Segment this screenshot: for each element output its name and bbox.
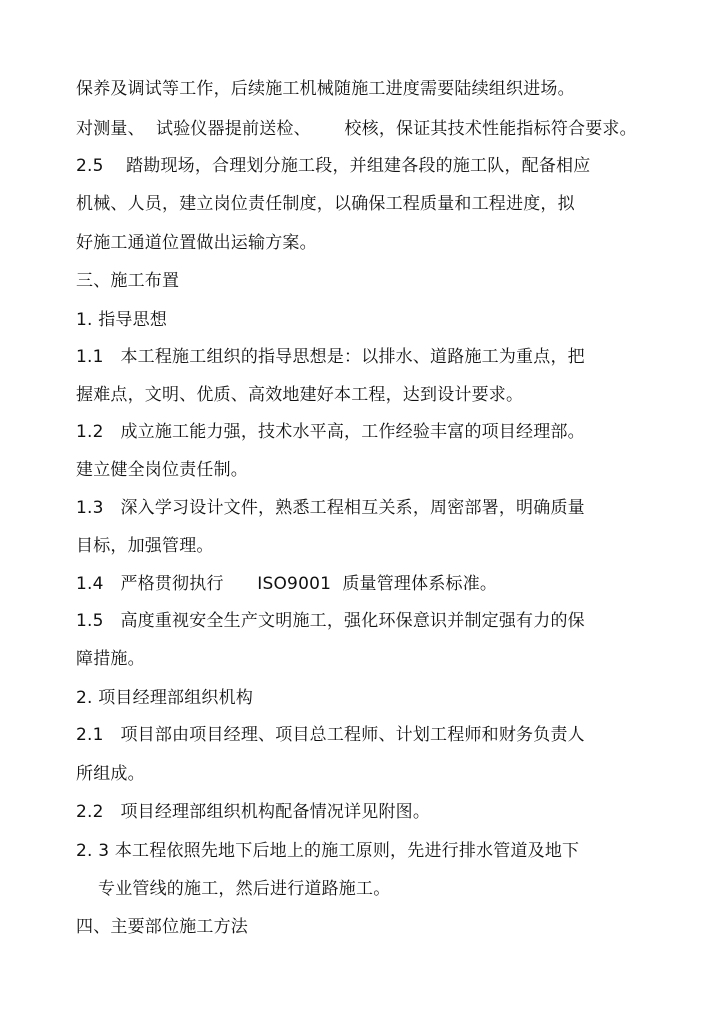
text-line-19: 所组成。 xyxy=(76,764,145,784)
text-line-16: 障措施。 xyxy=(76,649,145,669)
text-line-12: 1.3 深入学习设计文件，熟悉工程相互关系，周密部署，明确质量 xyxy=(76,498,585,518)
text-line-1: 保养及调试等工作，后续施工机械随施工进度需要陆续组织进场。 xyxy=(76,79,575,99)
text-line-3: 2.5 踏勘现场，合理划分施工段，并组建各段的施工队，配备相应 xyxy=(76,156,591,176)
text-line-5: 好施工通道位置做出运输方案。 xyxy=(76,233,317,253)
text-line-13: 目标，加强管理。 xyxy=(76,536,214,556)
section-heading-3: 三、施工布置 xyxy=(76,271,180,291)
text-line-10: 1.2 成立施工能力强，技术水平高，工作经验丰富的项目经理部。 xyxy=(76,422,585,442)
text-line-18: 2.1 项目部由项目经理、项目总工程师、计划工程师和财务负责人 xyxy=(76,725,585,745)
subheading-guiding-idea: 1. 指导思想 xyxy=(76,310,168,330)
text-line-8: 1.1 本工程施工组织的指导思想是：以排水、道路施工为重点，把 xyxy=(76,347,585,367)
text-line-21: 2. 3 本工程依照先地下后地上的施工原则，先进行排水管道及地下 xyxy=(76,841,580,861)
section-heading-4: 四、主要部位施工方法 xyxy=(76,917,248,937)
text-line-20: 2.2 项目经理部组织机构配备情况详见附图。 xyxy=(76,802,431,822)
text-line-22: 专业管线的施工，然后进行道路施工。 xyxy=(98,879,391,899)
text-line-15: 1.5 高度重视安全生产文明施工，强化环保意识并制定强有力的保 xyxy=(76,611,585,631)
subheading-project-dept: 2. 项目经理部组织机构 xyxy=(76,688,254,708)
text-line-9: 握难点，文明、优质、高效地建好本工程，达到设计要求。 xyxy=(76,385,524,405)
text-line-4: 机械、人员，建立岗位责任制度，以确保工程质量和工程进度，拟 xyxy=(76,194,575,214)
text-line-11: 建立健全岗位责任制。 xyxy=(76,460,248,480)
text-line-14: 1.4 严格贯彻执行 ISO9001 质量管理体系标准。 xyxy=(76,574,498,594)
text-line-2: 对测量、 试验仪器提前送检、 校核，保证其技术性能指标符合要求。 xyxy=(76,119,637,139)
